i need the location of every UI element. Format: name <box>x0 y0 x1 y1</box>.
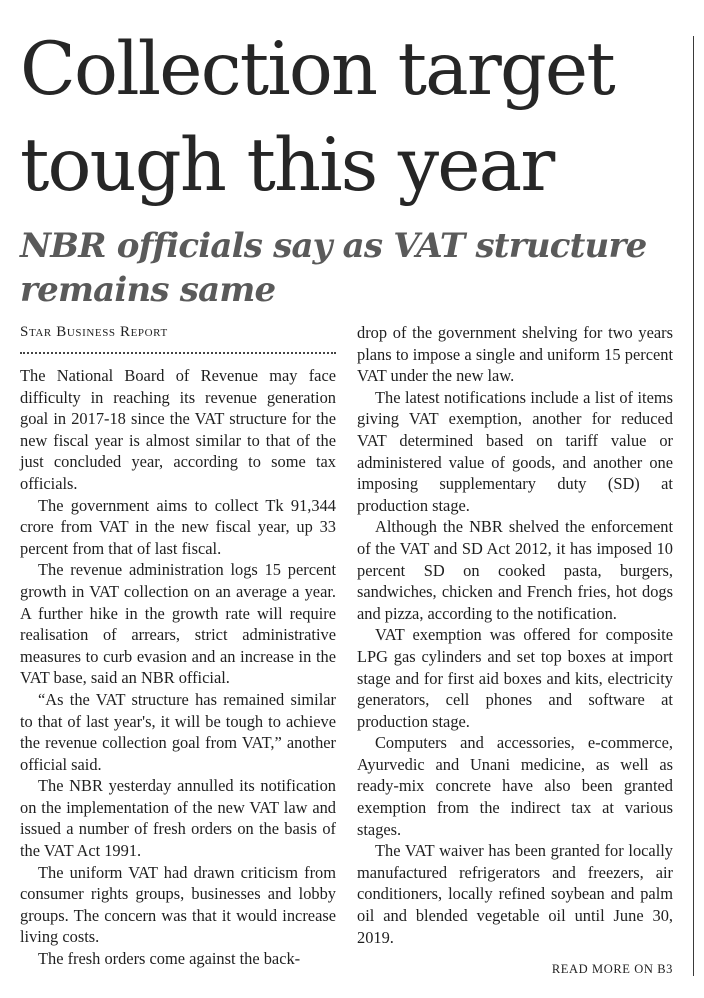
read-more-link[interactable]: READ MORE ON B3 <box>551 962 673 976</box>
paragraph: VAT exemption was offered for composite LPG gas cylinders and set top boxes at import stage and for first aid boxes and kits, electricity generators, cell phones and software at production stage. <box>357 625 673 731</box>
headline: Collection target tough this year <box>20 27 614 208</box>
paragraph: Although the NBR shelved the enforcement of the VAT and SD Act 2012, it has imposed 10 percent SD on cooked pasta, burgers, sandwiches, chicken and French fries, hot dogs and pizza, according to the notification. <box>357 517 673 623</box>
dotted-divider <box>20 352 336 354</box>
paragraph: The fresh orders come against the back- <box>38 949 301 969</box>
paragraph: The latest notifications include a list of items giving VAT exemption, another for reduced VAT determined based on tariff value or administered value of goods, and another one imposing supplementary duty (SD) at production stage. <box>357 387 673 515</box>
paragraph: The government aims to collect Tk 91,344 crore from VAT in the new fiscal year, up 33 percent from that of last fiscal. <box>20 495 336 558</box>
subheadline: NBR officials say as VAT structure remains same <box>20 226 647 310</box>
paragraph: Computers and accessories, e-commerce, Ayurvedic and Unani medicine, as well as ready-mix concrete have also been granted exemption from the indirect tax at various stages. <box>357 733 673 839</box>
article-column-2 <box>357 322 673 948</box>
paragraph: The uniform VAT had drawn criticism from consumer rights groups, businesses and lobby groups. The concern was that it would increase living costs. <box>20 862 336 947</box>
column-rule <box>693 36 694 976</box>
paragraph: “As the VAT structure has remained similar to that of last year's, it will be tough to achieve the revenue collection goal from VAT,” another official said. <box>20 689 336 774</box>
paragraph: The VAT waiver has been granted for locally manufactured refrigerators and freezers, air conditioners, locally refined soybean and palm oil and blended vegetable oil until June 30, 2019. <box>357 841 673 947</box>
paragraph: The National Board of Revenue may face difficulty in reaching its revenue generation goal in 2017-18 since the VAT structure for the new fiscal year is almost similar to that of the just concluded year, according to some tax officials. <box>20 366 336 493</box>
paragraph: The revenue administration logs 15 percent growth in VAT collection on an average a year. A further hike in the growth rate will require realisation of arrears, strict administrative measures to curb evasion and an increase in the VAT base, said an NBR official. <box>20 560 336 688</box>
paragraph: The NBR yesterday annulled its notification on the implementation of the new VAT law and issued a number of fresh orders on the basis of the VAT Act 1991. <box>20 776 336 861</box>
article-column-1 <box>20 365 336 970</box>
byline: Star Business Report <box>20 324 168 340</box>
paragraph: drop of the government shelving for two years plans to impose a single and uniform 15 percent VAT under the new law. <box>357 323 673 386</box>
